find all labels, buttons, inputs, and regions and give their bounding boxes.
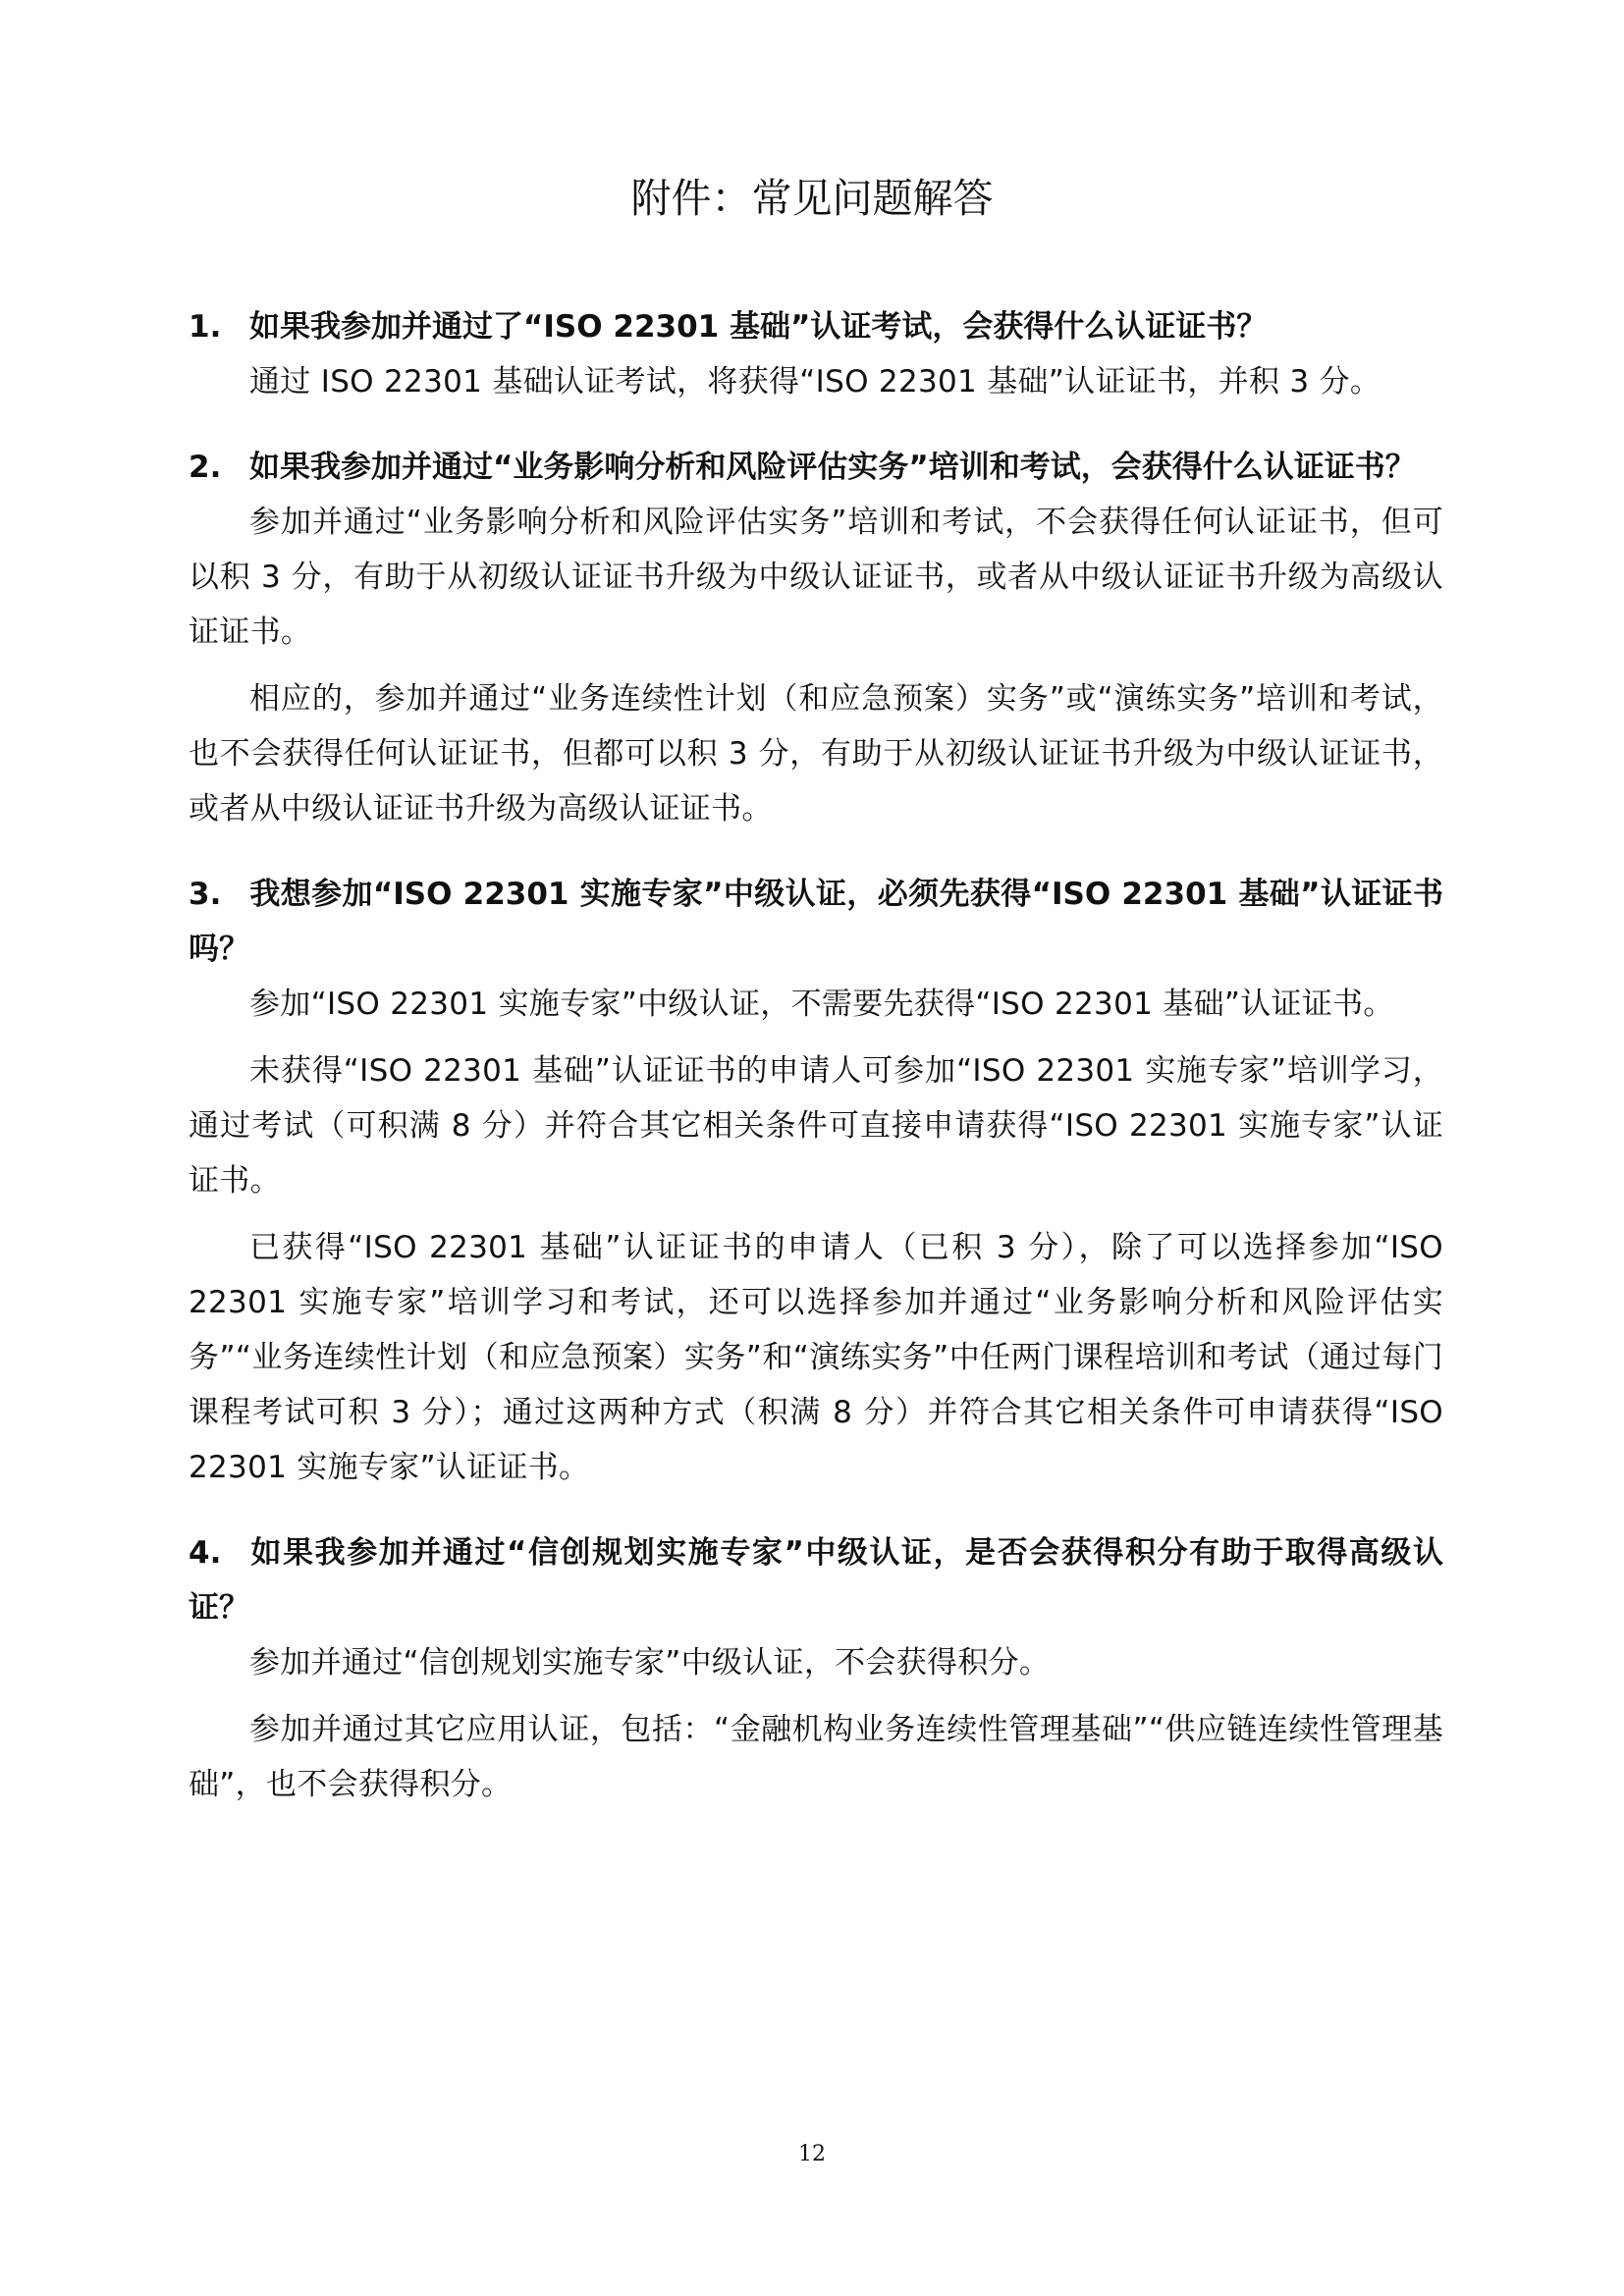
faq-item bbox=[189, 440, 1443, 836]
faq-answer: 参加并通过“业务影响分析和风险评估实务”培训和考试，不会获得任何认证证书，但可以积 3 分，有助于从初级认证证书升级为中级认证证书，或者从中级认证证书升级为高级认证证书。 bbox=[189, 505, 1443, 650]
question-text: 如果我参加并通过“信创规划实施专家”中级认证，是否会获得积分有助于取得高级认证？ bbox=[189, 1535, 1443, 1626]
faq-answer: 已获得“ISO 22301 基础”认证证书的申请人（已积 3 分），除了可以选择参加“ISO 22301 实施专家”培训学习和考试，还可以选择参加并通过“业务影响分析和风险评估实务”“业务连续性计划（和应急预案）实务”和“演练实务”中任两门课程培训和考试（通过每门课程考试可积 3 分）；通过这两种方式（积满 8 分）并符合其它相关条件可申请获得“ISO 22301 实施专家”认证证书。 bbox=[189, 1230, 1443, 1485]
faq-answer: 参加并通过其它应用认证，包括：“金融机构业务连续性管理基础”“供应链连续性管理基础”，也不会获得积分。 bbox=[189, 1712, 1443, 1802]
faq-answer: 相应的，参加并通过“业务连续性计划（和应急预案）实务”或“演练实务”培训和考试，也不会获得任何认证证书，但都可以积 3 分，有助于从初级认证证书升级为中级认证证书，或者从中级认证证书升级为高级认证证书。 bbox=[189, 681, 1443, 827]
question-number: 1. bbox=[189, 309, 222, 345]
faq-list bbox=[189, 299, 1443, 1812]
faq-question bbox=[189, 299, 1443, 354]
faq-answer: 参加并通过“信创规划实施专家”中级认证，不会获得积分。 bbox=[249, 1645, 1051, 1681]
question-number: 2. bbox=[189, 450, 222, 485]
faq-item bbox=[189, 867, 1443, 1495]
question-number: 3. bbox=[189, 877, 222, 912]
question-text: 如果我参加并通过了“ISO 22301 基础”认证考试，会获得什么认证证书？ bbox=[249, 309, 1268, 345]
page-title: 附件：常见问题解答 bbox=[630, 175, 994, 222]
faq-answer: 通过 ISO 22301 基础认证考试，将获得“ISO 22301 基础”认证证书，并积 3 分。 bbox=[249, 364, 1381, 400]
faq-item bbox=[189, 299, 1443, 409]
faq-answer: 参加“ISO 22301 实施专家”中级认证，不需要先获得“ISO 22301 基础”认证证书。 bbox=[249, 987, 1394, 1022]
question-number: 4. bbox=[189, 1535, 222, 1571]
question-text: 我想参加“ISO 22301 实施专家”中级认证，必须先获得“ISO 22301 基础”认证证书吗？ bbox=[189, 877, 1443, 967]
faq-question bbox=[189, 1525, 1443, 1635]
question-text: 如果我参加并通过“业务影响分析和风险评估实务”培训和考试，会获得什么认证证书？ bbox=[249, 450, 1416, 485]
faq-item bbox=[189, 1525, 1443, 1812]
page-number: 12 bbox=[798, 2142, 826, 2166]
faq-question bbox=[189, 440, 1443, 495]
faq-answer: 未获得“ISO 22301 基础”认证证书的申请人可参加“ISO 22301 实施专家”培训学习，通过考试（可积满 8 分）并符合其它相关条件可直接申请获得“ISO 22301 实施专家”认证证书。 bbox=[189, 1053, 1443, 1199]
faq-question bbox=[189, 867, 1443, 977]
